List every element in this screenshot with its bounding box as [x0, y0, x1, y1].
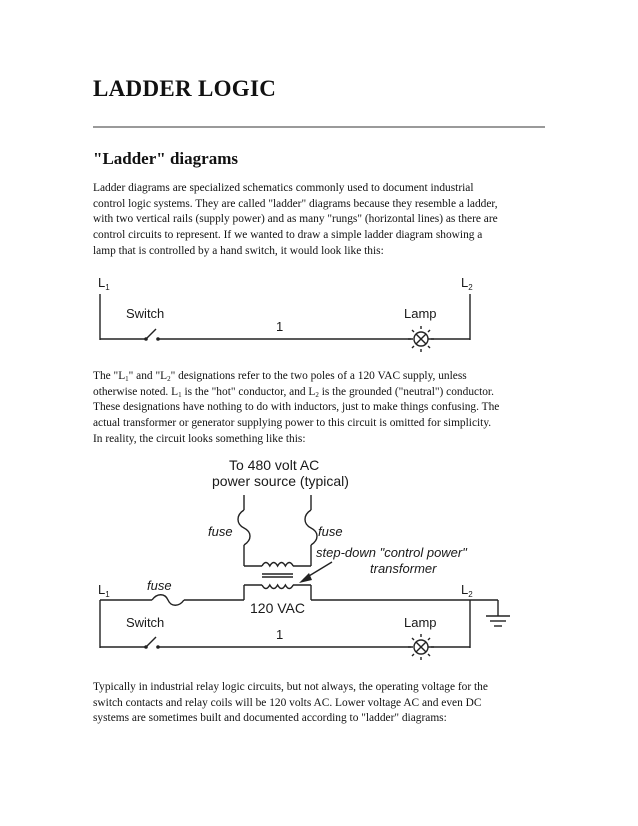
text-line: The "$L_1$" and "$L_2$" designations refer to the two poles of a 120 VAC supply, unless [93, 370, 467, 383]
source-label-line-2: power source (typical) [212, 473, 349, 489]
fuse-label-rung: fuse [147, 578, 172, 593]
text-line: These designations have nothing to do with inductors, just to make things confusing. The [93, 401, 500, 414]
transformer-label-line-1: step-down "control power" [316, 545, 467, 560]
text-line: actual transformer or generator supplying power to this circuit is omitted for simplicity. [93, 417, 492, 430]
switch-symbol [144, 637, 160, 649]
text-line: switch contacts and relay coils will be 120 volts AC. Lower voltage AC and even DC [93, 696, 482, 709]
fuse-symbol-rung [152, 595, 184, 606]
text-line: Ladder diagrams are specialized schematics commonly used to document industrial [93, 182, 474, 194]
text-line: with two vertical rails (supply power) and as many "rungs" (horizontal lines) as there are [93, 213, 498, 226]
text-line: systems are sometimes built and documented according to "ladder" diagrams: [93, 712, 447, 725]
text-line: control logic systems. They are called "ladder" diagrams because they resemble a ladder, [93, 197, 498, 210]
pointer-arrow [299, 562, 332, 583]
text-line: lamp that is controlled by a hand switch, it would look like this: [93, 244, 384, 257]
text-line: control circuits to represent. If we wanted to draw a simple ladder diagram showing a [93, 229, 483, 242]
transformer-symbol [262, 563, 293, 589]
lamp-label: Lamp [404, 615, 437, 630]
voltage-label: 120 VAC [250, 600, 305, 616]
fuse-symbol-left [238, 510, 250, 545]
fuse-symbol-right [305, 510, 317, 545]
text-line: otherwise noted. $L_1$ is the "hot" conductor, and $L_2$ is the grounded ("neutral") conductor. [93, 385, 494, 399]
rail-l2-label: $L_2$ [461, 582, 473, 599]
rail-l1-label: $L_1$ [98, 275, 110, 292]
switch-label: Switch [126, 306, 165, 321]
rail-l2-label: $L_2$ [461, 275, 473, 292]
source-label-line-1: To 480 volt AC [229, 457, 320, 473]
text-line: Typically in industrial relay logic circuits, but not always, the operating voltage for the [93, 681, 488, 693]
transformer-label-line-2: transformer [370, 561, 437, 576]
ground-icon [486, 600, 510, 626]
fuse-label-right: fuse [318, 524, 343, 539]
document-title: LADDER LOGIC [93, 76, 277, 101]
paragraph-operating-voltage [93, 680, 555, 727]
lamp-label: Lamp [404, 306, 437, 321]
switch-label: Switch [126, 615, 165, 630]
wire-number: 1 [276, 319, 284, 334]
text-line: In reality, the circuit looks something like this: [93, 432, 306, 445]
wire-number: 1 [276, 627, 284, 642]
fuse-label-left: fuse [208, 524, 233, 539]
section-heading: "Ladder" diagrams [93, 149, 238, 168]
rail-l1-label: $L_1$ [98, 582, 110, 599]
